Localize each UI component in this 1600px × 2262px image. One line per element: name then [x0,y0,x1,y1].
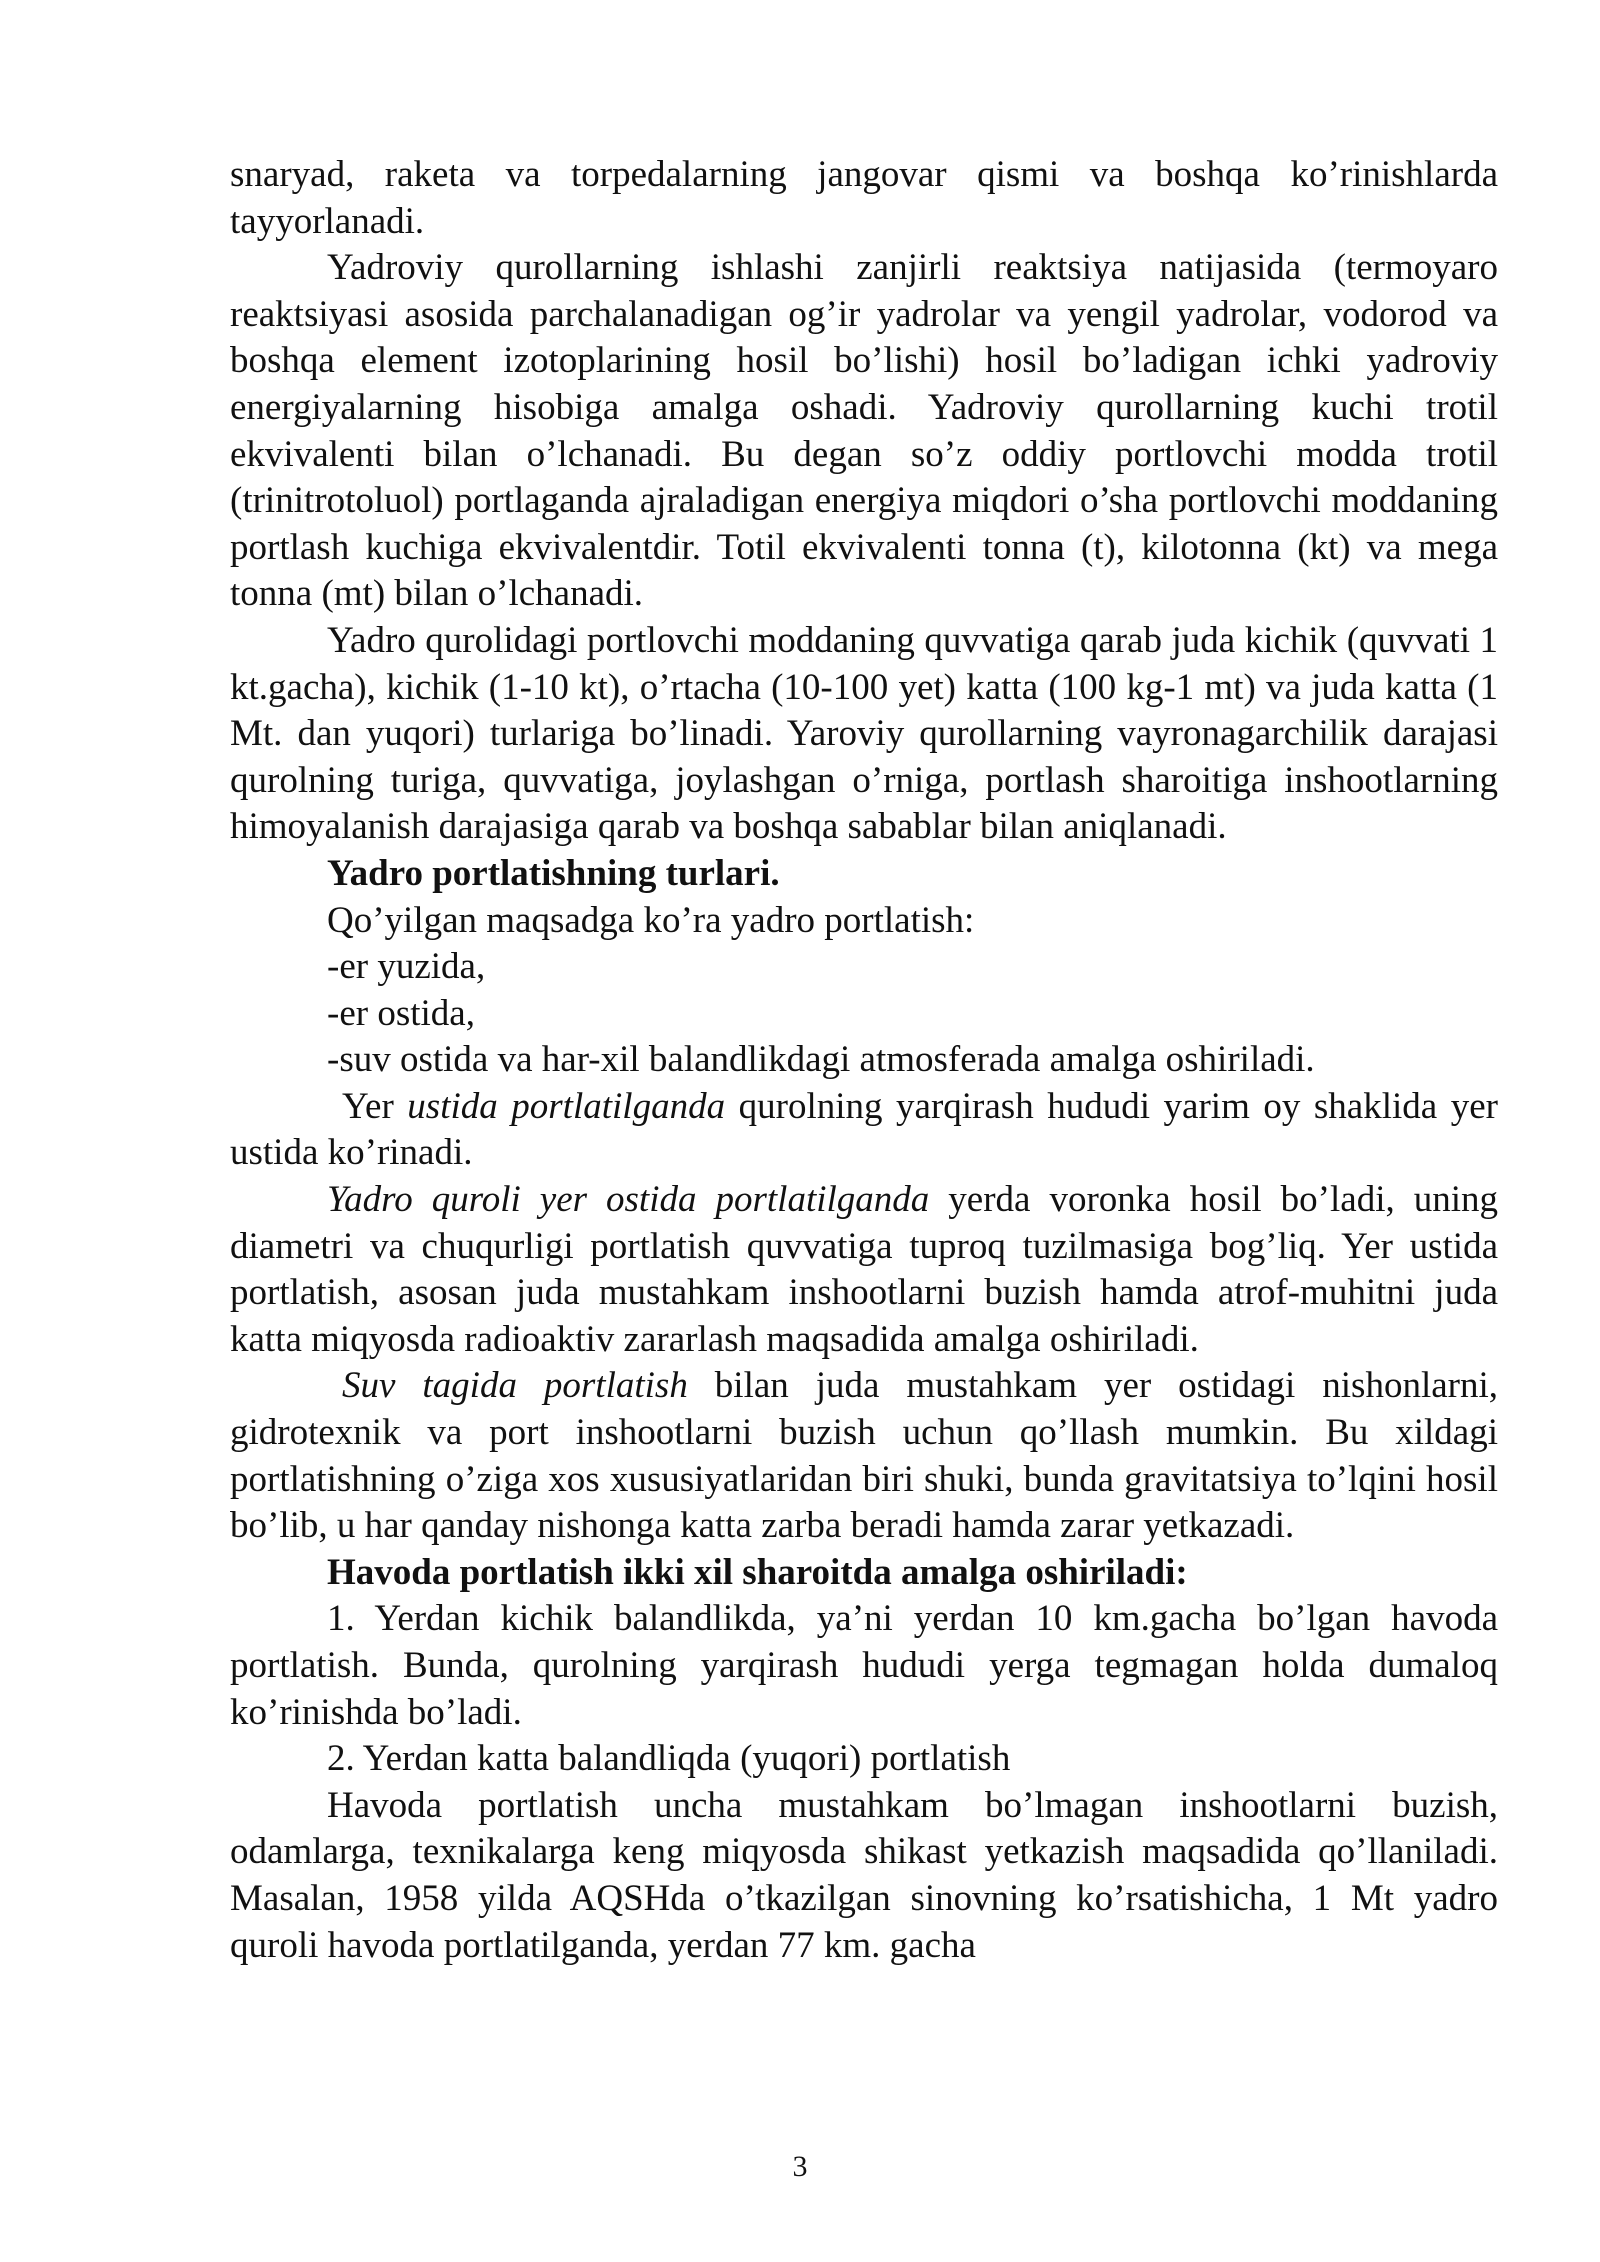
list-intro: Qo’yilgan maqsadga ko’ra yadro portlatish: [327,899,975,941]
list-item: -suv ostida va har-xil balandlikdagi atmosferada amalga oshiriladi. [327,1039,1315,1081]
paragraph-air: Havoda portlatish uncha mustahkam bo’lmagan inshootlarni buzish, odamlarga, texnikalarga keng miqyosda shikast yetkazish maqsadida qo’llaniladi. Masalan, 1958 yilda AQSHda o’tkazilgan sinovning ko’rsatishicha, 1 Mt yadro quroli havoda portlatilganda, yerdan 77 km. gacha [230,1784,1498,1966]
list-item: -er yuzida, [327,946,486,988]
underwater-italic: Suv tagida portlatish [342,1365,688,1407]
paragraph-3: Yadro qurolidagi portlovchi moddaning quvvatiga qarab juda kichik (quvvati 1 kt.gacha), kichik (1-10 kt), o’rtacha (10-100 yet) katta (100 kg-1 mt) va juda katta (1 Mt. dan yuqori) turlariga bo’linadi. Yaroviy qurollarning vayronagarchilik darajasi qurolning turiga, quvvatiga, joylashgan o’rniga, portlash sharoitiga inshootlarning himoyalanish darajasiga qarab va boshqa sabablar bilan aniqlanadi. [230,619,1498,848]
paragraph-underground [230,1177,1498,1363]
underground-italic: Yadro quroli yer ostida portlatilganda [327,1179,930,1221]
surface-italic: ustida portlatilganda [393,1085,726,1127]
paragraph-1: snaryad, raketa va torpedalarning jangovar qismi va boshqa ko’rinishlarda tayyorlanadi. [230,154,1498,242]
surface-text: qurolning yarqirash hududi yarim oy shaklida yer ustida ko’rinadi. [230,1085,1498,1174]
paragraph-underwater [230,1363,1498,1549]
paragraph-2: Yadroviy qurollarning ishlashi zanjirli reaktsiya natijasida (termoyaro reaktsiyasi asosida parchalanadigan og’ir yadrolar va yengil yadrolar, vodorod va boshqa element izotoplarining hosil bo’lishi) hosil bo’ladigan ichki yadroviy energiyalarning hisobiga amalga oshadi. Yadroviy qurollarning kuchi trotil ekvivalenti bilan o’lchanadi. Bu degan so’z oddiy portlovchi modda trotil (trinitrotoluol) portlaganda ajraladigan energiya miqdori o’sha portlovchi moddaning portlash kuchiga ekvivalentdir. Totil ekvivalenti tonna (t), kilotonna (kt) va mega tonna (mt) bilan o’lchanadi. [230,247,1498,615]
list-item: -er ostida, [327,992,475,1034]
underwater-text: bilan juda mustahkam yer ostidagi nishonlarni, gidrotexnik va port inshootlarni buzish uchun qo’llash mumkin. Bu xildagi portlatishning o’ziga xos xususiyatlaridan biri shuki, bunda gravitatsiya to’lqini hosil bo’lib, u har qanday nishonga katta zarba beradi hamda zarar yetkazadi. [230,1365,1498,1547]
heading-explosion-types: Yadro portlatishning turlari. [327,852,780,894]
surface-lead: Yer [342,1085,394,1127]
page-number: 3 [792,2150,808,2183]
numbered-item-1: 1. Yerdan kichik balandlikda, ya’ni yerdan 10 km.gacha bo’lgan havoda portlatish. Bunda, qurolning yarqirash hududi yerga tegmagan holda dumaloq ko’rinishda bo’ladi. [230,1598,1498,1733]
paragraph-surface [230,1084,1498,1177]
numbered-item-2: 2. Yerdan katta balandliqda (yuqori) portlatish [327,1738,1011,1780]
document-page [230,152,1498,1969]
underground-text: yerda voronka hosil bo’ladi, uning diametri va chuqurligi portlatish quvvatiga tuproq tuzilmasiga bog’liq. Yer ustida portlatish, asosan juda mustahkam inshootlarni buzish hamda atrof-muhitni juda katta miqyosda radioaktiv zararlash maqsadida amalga oshiriladi. [230,1179,1498,1360]
heading-air-explosion: Havoda portlatish ikki xil sharoitda amalga oshiriladi: [327,1551,1188,1593]
